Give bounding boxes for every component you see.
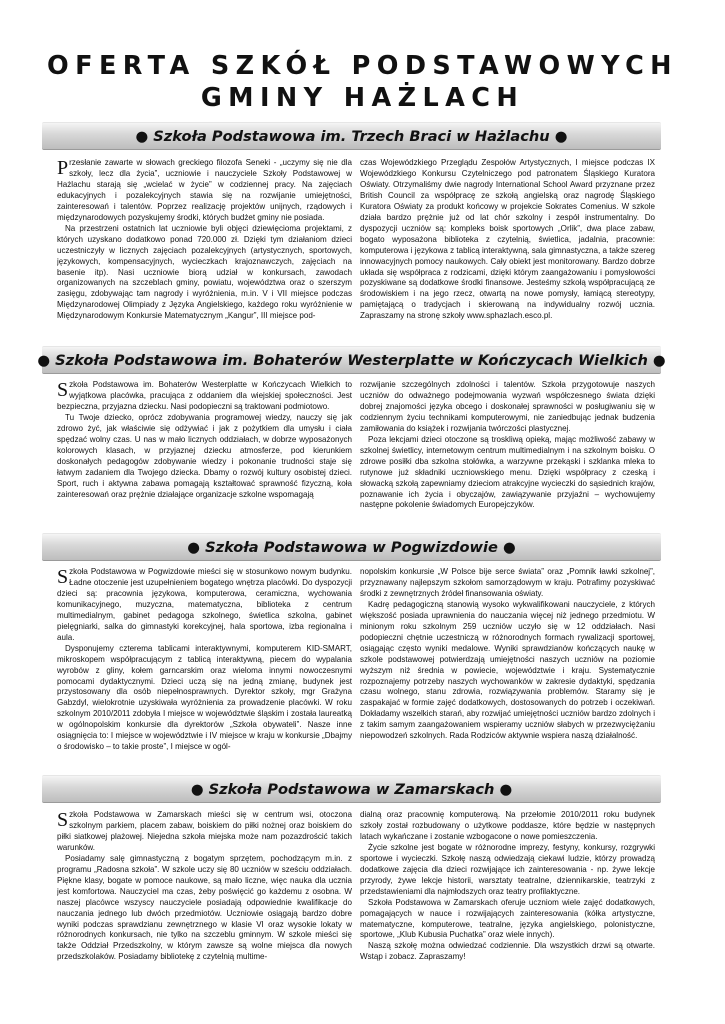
section-zamarski-left-column: Szkoła Podstawowa w Zamarskach mieści się w centrum wsi, otoczona szkolnym parkiem, placem zabaw, boiskiem do piłki nożnej oraz boiskiem do piłki siatkowej plażowej. Niejedna szkoła miejska może nam pozazdrościć takich warunków. Posiadamy salę gimnastyczną z bogatym sprzętem, pochodzącym m.in. z programu „Radosna szkoła”. W szkole uczy się 80 uczniów w sześciu oddziałach. Piękne klasy, bogate w pomoce naukowe, są mało liczne, więc nauka dla ucznia jest komfortowa. Nauczyciel ma czas, żeby poświęcić go każdemu z osobna. W naszej placówce wszyscy nauczyciele posiadają odpowiednie kwalifikacje do nauczania jednego lub dwóch przedmiotów. Uczniowie osiągają bardzo dobre wyniki podczas sprawdzianu zewnętrznego w klasie VI oraz wysokie lokaty w różnorodnych konkursach, nie tylko na szczeblu gminnym. W szkole mieści się także Oddział Przedszkolny, w którym zawsze są wolne miejsca dla nowych przedszkolaków. Posiadamy bibliotekę z czytelnią multime- xyxy=(57,810,352,962)
section-pogwizdow-right-column: nopolskim konkursie „W Polsce bije serce świata” oraz „Pomnik ławki szkolnej”, przyznawany najlepszym szkołom samorządowym w kraju. Potrafimy pozyskiwać środki z zewnętrznych źródeł finansowania oświaty. Kadrę pedagogiczną stanowią wysoko wykwalifikowani nauczyciele, z których większość posiada uprawnienia do nauczania więcej niż jednego przedmiotu. W minionym roku szkolnym 259 uczniów uczyło się w 12 oddziałach. Nasi podopieczni chętnie uczestniczą w różnorodnych formach rywalizacji sportowej, osiągając często wyniki medalowe. Wyniki sprawdzianów kończących naukę w szkole podstawowej potwierdzają umiejętności naszych uczniów na poziomie wyższym niż średnia w powiecie, województwie i kraju. Systematycznie rozpoznajemy potrzeby naszych wychowanków w zakresie dydaktyki, spędzania czasu wolnego, stanu zdrowia, rozwiązywania problemów. Staramy się je zaspakajać w formie zajęć dodatkowych, dostosowanych do potrzeb i oczekiwań. Dokładamy wszelkich starań, aby rozwijać umiejętności uczniów bardzo zdolnych i z takim samym zaangażowaniem wspieramy uczniów słabych w przezwyciężaniu niepowodzeń szkolnych. Rada Rodziców aktywnie wspiera naszą działalność. xyxy=(360,567,655,741)
section-heading-pogwizdow: ● Szkoła Podstawowa w Pogwizdowie ● xyxy=(42,533,661,561)
section-hazlach-right-column: czas Wojewódzkiego Przeglądu Zespołów Artystycznych, I miejsce podczas IX Wojewódzkiego Konkursu Czytelniczego pod patronatem Śląskiego Kuratora Oświaty. Otrzymaliśmy dwie nagrody International School Award przyznane przez British Council za współpracę ze szkołą angielską oraz nagrodę Śląskiego Kuratora Oświaty za produkt końcowy w projekcie Sokrates Comenius. W szkole działa bardzo prężnie już od lat chór szkolny i zespół instrumentalny. Do dyspozycji uczniów są: kompleks boisk sportowych „Orlik”, dwa place zabaw, bogato wyposażona biblioteka z czytelnią, świetlica, jadalnia, pracownie: komputerowa i językowa z tablicą interaktywną, sala gimnastyczna, a także szereg innowacyjnych pomocy naukowych. Cały obiekt jest monitorowany. Bardzo dobrze układa się współpraca z rodzicami, dzięki którym zaangażowaniu i pomysłowości pozyskiwane są dodatkowe środki finansowe. Jesteśmy szkołą współpracującą ze środowiskiem i na jego rzecz, otwartą na nowe pomysły, łamiącą stereotypy, pamiętającą o tradycjach i skierowaną na indywidualny rozwój ucznia. Zapraszamy na stronę szkoły www.sphazlach.esco.pl. xyxy=(360,158,655,321)
section-hazlach-left-column: Przesłanie zawarte w słowach greckiego filozofa Seneki - „uczymy się nie dla szkoły, lecz dla życia”, uczniowie i nauczyciele Szkoły Podstawowej w Hażlachu starają się „wcielać w życie” w codziennej pracy. Na zajęciach edukacyjnych i pozalekcyjnych stawia się na rozwijanie umiejętności, zainteresowań i talentów. Poprzez realizację projektów unijnych, rządowych i międzynarodowych pozyskujemy środki, których budżet gminy nie posiada. Na przestrzeni ostatnich lat uczniowie byli objęci dziewięcioma projektami, z których uzyskano dodatkowo ponad 720.000 zł. Dzięki tym działaniom dzieci uczestniczyły w licznych zajęciach pozalekcyjnych (artystycznych, sportowych, językowych, kompensacyjnych, wycieczkach krajoznawczych, zajęciach na basenie itp). Nasi uczniowie biorą udział w konkursach, zawodach organizowanych na szczeblach gminy, powiatu, województwa oraz o szerszym zasięgu, zdobywając tam nagrody i wyróżnienia, m.in. V i VII miejsce podczas Międzynarodowej Olimpiady z Języka Angielskiego, każdego roku wyróżnienie w Międzynarodowym Konkursie Matematycznym „Kangur”, III miejsce pod- xyxy=(57,158,352,321)
section-heading-hazlach: ● Szkoła Podstawowa im. Trzech Braci w Hażlachu ● xyxy=(42,122,661,150)
section-heading-konczyce: ● Szkoła Podstawowa im. Bohaterów Westerplatte w Kończycach Wielkich ● xyxy=(42,346,661,374)
section-zamarski-right-column: dialną oraz pracownię komputerową. Na przełomie 2010/2011 roku budynek szkoły został rozbudowany o użytkowe poddasze, które będzie w następnych latach wykańczane i zostanie wzbogacone o nowe pomieszczenia. Życie szkolne jest bogate w różnorodne imprezy, festyny, konkursy, rozgrywki sportowe i wycieczki. Szkołę naszą odwiedzają ciekawi ludzie, którzy prowadzą dodatkowe zajęcia dla dzieci rozwijające ich zainteresowania - np. żywe lekcje przyrody, żywe lekcje historii, warsztaty teatralne, dziennikarskie, teatrzyki z przedstawieniami dla najmłodszych oraz teatry profilaktyczne. Szkoła Podstawowa w Zamarskach oferuje uczniom wiele zajęć dodatkowych, pomagających w nauce i rozwijających zainteresowania (kółka artystyczne, matematyczne, komputerowe, teatralne, języka angielskiego, polonistyczne, sportowe, „Klub Kubusia Puchatka” oraz wiele innych). Naszą szkołę można odwiedzać codziennie. Dla wszystkich drzwi są otwarte. Wstąp i zobacz. Zapraszamy! xyxy=(360,810,655,962)
page-title-line-1: OFERTA SZKÓŁ PODSTAWOWYCH xyxy=(47,51,678,81)
section-konczyce-left-column: Szkoła Podstawowa im. Bohaterów Westerplatte w Kończycach Wielkich to wyjątkowa placówka, pracująca z oddaniem dla wiejskiej społeczności. Jest bezpieczna, przyjazna dziecku. Nasi podopieczni są traktowani podmiotowo. Tu Twoje dziecko, oprócz zdobywania programowej wiedzy, nauczy się jak zdrowo żyć, jak właściwie się odżywiać i jak z pożytkiem dla umysłu i ciała spędzać wolny czas. U nas w mało licznych oddziałach, w dobrze wyposażonych kolorowych klasach, w przyjaznej dziecku atmosferze, pod kierunkiem doskonałych pedagogów zdobywanie wiedzy i pokonanie trudności staje się łatwym zadaniem dla Twojego dziecka. Dbamy o rozwój kultury osobistej dzieci. Sport, ruch i aktywna zabawa pomagają kształtować sprawność fizyczną, koła zainteresowań oraz prężnie działające organizacje szkolne wspomagają xyxy=(57,380,352,499)
section-heading-zamarski: ● Szkoła Podstawowa w Zamarskach ● xyxy=(42,775,661,803)
section-konczyce-right-column: rozwijanie szczególnych zdolności i talentów. Szkoła przygotowuje naszych uczniów do odważnego podejmowania wyzwań współczesnego świata dzięki dobrej znajomości języka obcego i doskonałej sprawności w posługiwaniu się w codziennym życiu technikami komputerowymi, nie zaniedbując jednak budzenia zamiłowania do książek i rozwijania twórczości plastycznej. Poza lekcjami dzieci otoczone są troskliwą opieką, mając możliwość zabawy w szkolnej świetlicy, internetowym centrum multimedialnym i na szkolnym boisku. O zdrowe posiłki dba szkolna stołówka, a warzywne przekąski i szklanka mleka to rutynowe już składniki uczniowskiego menu. Dzięki współpracy z czeską i słowacką szkołą zapewniamy dzieciom atrakcyjne wycieczki do sąsiednich krajów, poznawanie ich życia i obyczajów, zawiązywanie przyjaźni – wychowujemy następne pokolenie świadomych Europejczyków. xyxy=(360,380,655,510)
section-pogwizdow-left-column: Szkoła Podstawowa w Pogwizdowie mieści się w stosunkowo nowym budynku. Ładne otoczenie jest uzupełnieniem bogatego wnętrza placówki. Do dyspozycji dzieci są: pracownia językowa, komputerowa, ceramiczna, wychowania komunikacyjnego, muzyczna, matematyczna, biblioteka z centrum multimedialnym, gabinet pedagoga szkolnego, świetlica szkolna, gabinet pielęgniarki, salka do gimnastyki korekcyjnej, hala sportowa, izba regionalna i aula. Dysponujemy czterema tablicami interaktywnymi, komputerem KID-SMART, mikroskopem współpracującym z tablicą interaktywną, piecem do wypalania wyrobów z gliny, kołem garncarskim oraz wieloma innymi nowoczesnymi pomocami dydaktycznymi. Dzieci uczą się na jedną zmianę, budynek jest przystosowany dla osób niepełnosprawnych. Dyrektor szkoły, mgr Grażyna Gabzdyl, wielokrotnie uzyskiwała wyróżnienia za prowadzenie placówki. W roku szkolnym 2010/2011 zdobyła I miejsce w województwie śląskim i została laureatką w ogólnopolskim konkursie dla dyrektorów „Szkoła obywateli”. Nasze inne osiągnięcia to: I miejsce w województwie i IV miejsce w kraju w konkursie „Dbajmy o środowisko – to takie proste”, I miejsce w ogól- xyxy=(57,567,352,752)
page-title-line-2: GMINY HAŻLACH xyxy=(200,83,525,113)
